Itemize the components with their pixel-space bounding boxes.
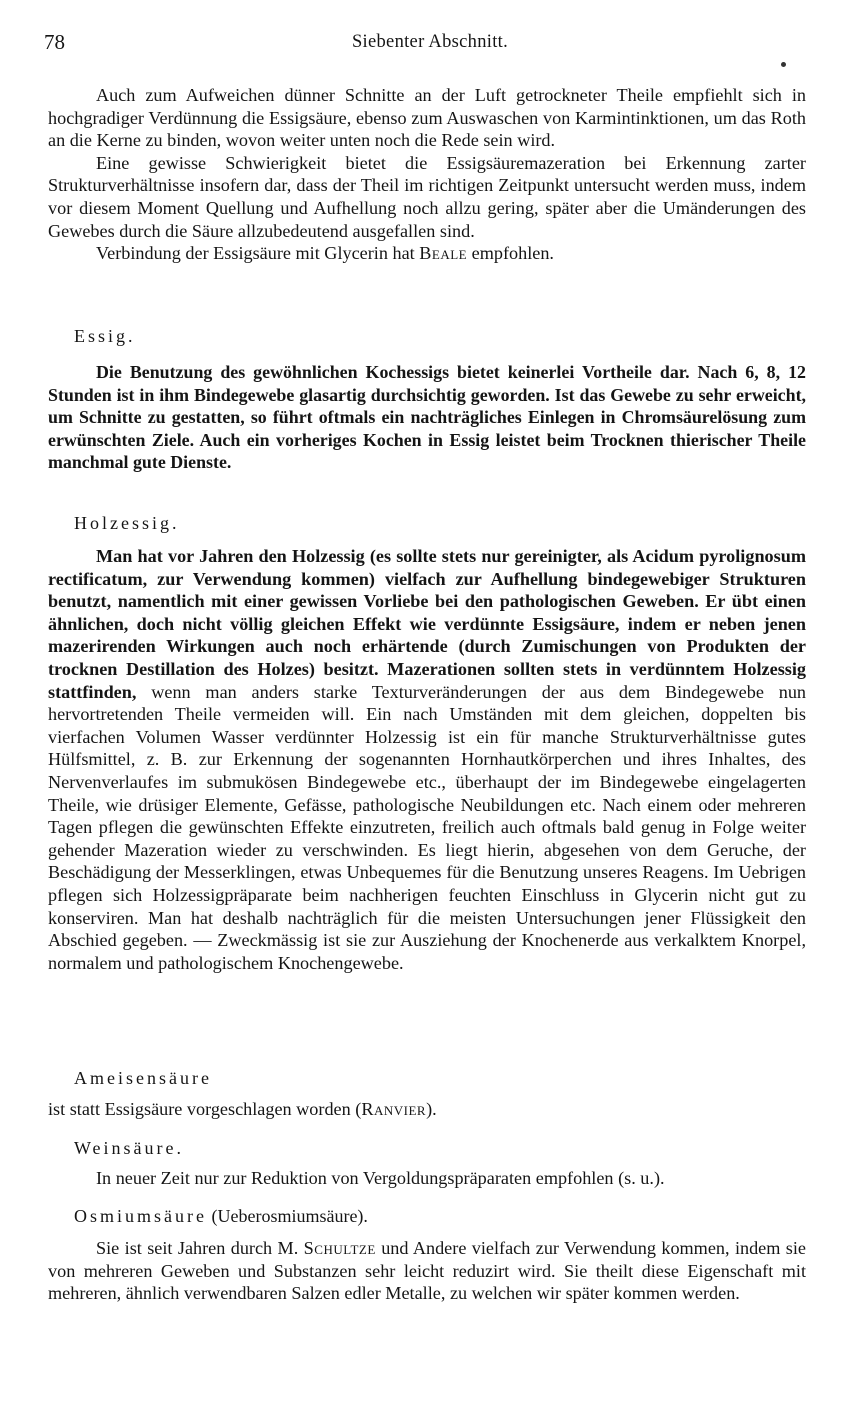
ameisensaeure-paragraph: ist statt Essigsäure vorgeschlagen worden (Ranvier). — [48, 1099, 437, 1119]
running-title: Siebenter Abschnitt. — [351, 32, 509, 52]
holzessig-section — [48, 545, 806, 974]
heading-osmiumsaeure-suffix: (Ueberosmiumsäure). — [206, 1206, 368, 1226]
holzessig-regular-text: wenn man anders starke Texturveränderungen der aus dem Bindegewebe nun hervortretenden Theile vermeiden will. Ein nach Umständen mit dem gleichen, doppelten bis vierfachen Volumen Wasser verdünnter Holzessig ist ein für manche Strukturverhältnisse gutes Hülfsmittel, z. B. zur Erkennung der sogenannten Hornhautkörperchen und ihres Inhaltes, des Nervenverlaufes im submukösen Bindegewebe etc., überhaupt der im Bindegewebe eingelagerten Theile, wie drüsiger Elemente, Gefässe, pathologische Neubildungen etc. Nach einem oder mehreren Tagen pflegen die gewünschten Effekte einzutreten, freilich auch oftmals bald genug in Folge weiter gehender Mazeration wieder zu verschwinden. Es liegt hierin, abgesehen von dem Geruche, der Beschädigung der Messerklingen, etwas Unbequemes für die Benutzung unseres Reagens. Im Uebrigen pflegen sich Holzessigpräparate beim nachherigen feuchten Einschluss in Glycerin nicht gut zu konserviren. Man hat deshalb nachträglich für die meisten Untersuchungen jener Flüssigkeit den Abschied gegeben. — Zweckmässig ist sie zur Ausziehung der Knochenerde aus verkalktem Knorpel, normalem und pathologischem Knochengewebe. — [48, 681, 807, 973]
ink-speck — [781, 62, 786, 67]
essig-paragraph: Die Benutzung des gewöhnlichen Kochessigs bietet keinerlei Vortheile dar. Nach 6, 8, 12 Stunden ist in ihm Bindegewebe glasartig durchsichtig geworden. Ist das Gewebe zu sehr erweicht, um Schnitte zu gestatten, so führt oftmals ein nachträgliches Einlegen in Chromsäurelösung zum erwünschten Ziele. Auch ein vorheriges Kochen in Essig leistet beim Trocknen thierischer Theile manchmal gute Dienste. — [48, 362, 806, 473]
essig-section — [48, 361, 806, 474]
author-ranvier: Ranvier — [361, 1099, 427, 1119]
heading-osmiumsaeure: Osmiumsäure (Ueberosmiumsäure). — [74, 1206, 368, 1226]
page-number: 78 — [44, 30, 65, 54]
intro-paragraph-1: Auch zum Aufweichen dünner Schnitte an der Luft getrockneter Theile empfiehlt sich in hochgradiger Verdünnung die Essigsäure, ebenso zum Auswaschen von Karmintinktionen, um das Roth an die Kerne zu binden, wovon weiter unten noch die Rede sein wird. — [48, 85, 806, 151]
weinsaeure-section — [48, 1167, 806, 1190]
holzessig-paragraph — [48, 545, 806, 974]
weinsaeure-paragraph: In neuer Zeit nur zur Reduktion von Vergoldungspräparaten empfohlen (s. u.). — [96, 1168, 665, 1188]
ameisensaeure-section — [48, 1098, 806, 1121]
holzessig-bold-text: Man hat vor Jahren den Holzessig (es sollte stets nur gereinigter, als Acidum pyrolignosum rectificatum, zur Verwendung kommen) vielfach zur Aufhellung bindegewebiger Strukturen benutzt, namentlich mit einer gewissen Vorliebe bei den pathologischen Geweben. Er übt einen ähnlichen, doch nicht völlig gleichen Effekt wie verdünnte Essigsäure, indem er neben jenen mazerirenden Wirkungen auch noch erhärtende (durch Zumischungen von Produkten der trocknen Destillation des Holzes) besitzt. Mazerationen sollten stets in verdünntem Holzessig stattfinden, — [48, 546, 806, 702]
author-beale: Beale — [419, 243, 468, 264]
intro-paragraph-3: Verbindung der Essigsäure mit Glycerin hat Beale empfohlen. — [96, 243, 554, 264]
osmiumsaeure-paragraph: Sie ist seit Jahren durch M. Schultze und Andere vielfach zur Verwendung kommen, indem sie von mehreren Geweben und Substanzen sehr leicht reduzirt wird. Sie theilt diese Eigenschaft mit mehreren, ähnlich verwendbaren Salzen edler Metalle, zu welchen wir später kommen werden. — [48, 1238, 806, 1304]
author-schultze: Schultze — [303, 1238, 376, 1258]
page-header — [44, 30, 816, 58]
heading-essig: Essig. — [74, 326, 136, 346]
osmiumsaeure-section — [48, 1237, 806, 1305]
intro-paragraph-2: Eine gewisse Schwierigkeit bietet die Essigsäuremazeration bei Erkennung zarter Strukturverhältnisse insofern dar, dass der Theil im richtigen Zeitpunkt untersucht werden muss, indem vor diesem Moment Quellung und Aufhellung noch allzu gering, später aber die Umänderungen des Gewebes durch die Säure allzubedeutend ausgefallen sind. — [48, 152, 806, 241]
heading-holzessig: Holzessig. — [74, 513, 180, 533]
heading-ameisensaeure: Ameisensäure — [74, 1068, 212, 1088]
intro-section — [48, 84, 806, 265]
heading-weinsaeure: Weinsäure. — [74, 1138, 185, 1158]
